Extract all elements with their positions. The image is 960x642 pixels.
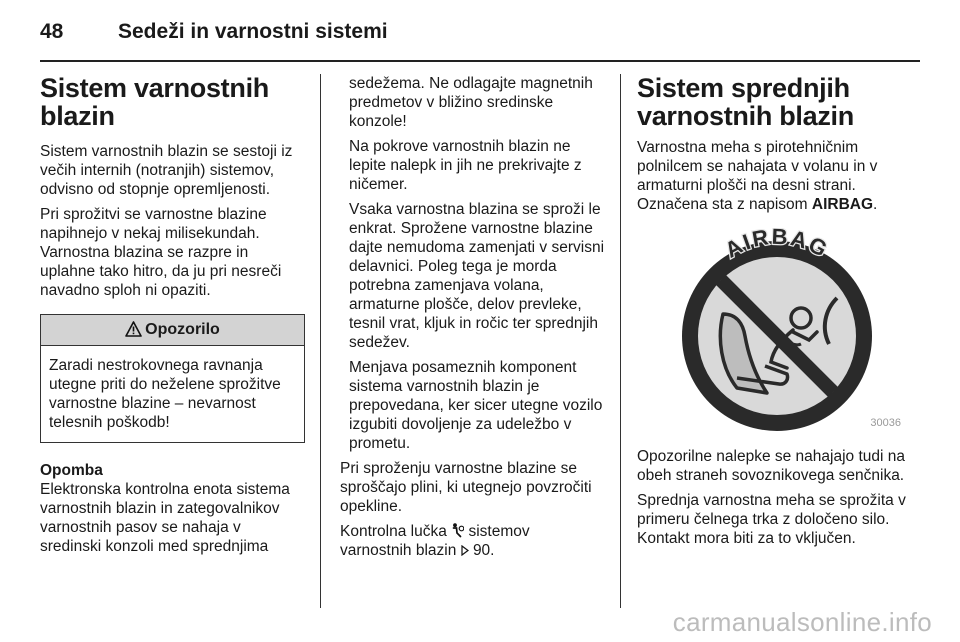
paragraph: Na pokrove varnostnih blazin ne lepite nalepk in jih ne prekrivajte z ničemer. — [349, 138, 582, 193]
note-text: Elektronska kontrolna enota sistema varnostnih blazin in zategovalnikov varnostnih pasov se nahaja v sredinski konzoli med sprednjima — [40, 481, 290, 555]
section-heading: Sistem varnostnih blazin — [40, 73, 269, 131]
chapter-title: Sedeži in varnostni sistemi — [118, 20, 388, 43]
airbag-label: AIRBAG — [811, 196, 874, 213]
paragraph: Varnostna meha s pirotehničnim polnilcem se nahajata v volanu in v armaturni plošči na desni strani. Označena sta z napisom AIRBAG. — [637, 139, 878, 213]
page-reference: 90. — [472, 542, 495, 559]
paragraph: Menjava posameznih komponent sistema varnostnih blazin je prepovedana, ker sicer utegne vozilo izgubiti dovoljenje za udeležbo v prometu. — [349, 359, 603, 452]
paragraph: Pri sprožitvi se varnostne blazine napihnejo v nekaj milisekundah. Varnostna blazina se razpre in uplahne tako hitro, da ju pri nesreči navadno sploh ni opaziti. — [40, 206, 282, 299]
page-reference-icon — [461, 545, 469, 556]
paragraph: Opozorilne nalepke se nahajajo tudi na obeh straneh sovoznikovega senčnika. — [637, 448, 905, 484]
warning-title: Opozorilo — [145, 321, 220, 338]
column-divider — [620, 74, 621, 608]
paragraph: Sistem varnostnih blazin se sestoji iz večih internih (notranjih) sistemov, odvisno od stopnje opremljenosti. — [40, 143, 293, 198]
column-divider — [320, 74, 321, 608]
note-title: Opomba — [40, 462, 103, 479]
watermark: carmanualsonline.info — [672, 607, 932, 637]
warning-triangle-icon — [125, 321, 142, 337]
indicator-text: sistemov varnostnih blazin — [340, 523, 530, 559]
paragraph: sedežema. Ne odlagajte magnetnih predmetov v bližino sredinske konzole! — [349, 75, 593, 130]
warning-text: Zaradi nestrokovnega ravnanja utegne priti do neželene sprožitve varnostne blazine – nevarnost telesnih poškodb! — [49, 357, 281, 431]
paragraph: Vsaka varnostna blazina se sproži le enkrat. Sprožene varnostne blazine dajte nemudoma zamenjati v servisni delavnici. Poleg tega je morda potrebna zamenjava volana, armaturne plošče, delov prevleke, tesnil vrat, kljuk in ročic ter sprednjih sedežev. — [349, 201, 605, 351]
warning-title-bar — [41, 315, 304, 346]
section-heading: Sistem sprednjih varnostnih blazin — [637, 73, 854, 131]
column-3 — [637, 74, 907, 554]
warning-box — [40, 314, 305, 443]
airbag-warning-figure — [637, 228, 907, 433]
no-child-seat-sign-icon — [637, 228, 907, 433]
airbag-warning-light-icon — [451, 523, 464, 538]
page-header — [40, 18, 920, 62]
paragraph: Pri sproženju varnostne blazine se sproščajo plini, ki utegnejo povzročiti opekline. — [340, 460, 592, 515]
column-2 — [340, 74, 605, 566]
page-number: 48 — [40, 20, 64, 43]
figure-number: 30036 — [870, 417, 901, 429]
indicator-paragraph — [340, 522, 605, 560]
paragraph: Sprednja varnostna meha se sprožita v primeru čelnega trka z določeno silo. Kontakt mora biti za to vključen. — [637, 492, 906, 547]
column-1 — [40, 74, 305, 556]
figure-airbag-text: AIRBAG — [720, 228, 834, 263]
indicator-text: Kontrolna lučka — [340, 523, 452, 540]
